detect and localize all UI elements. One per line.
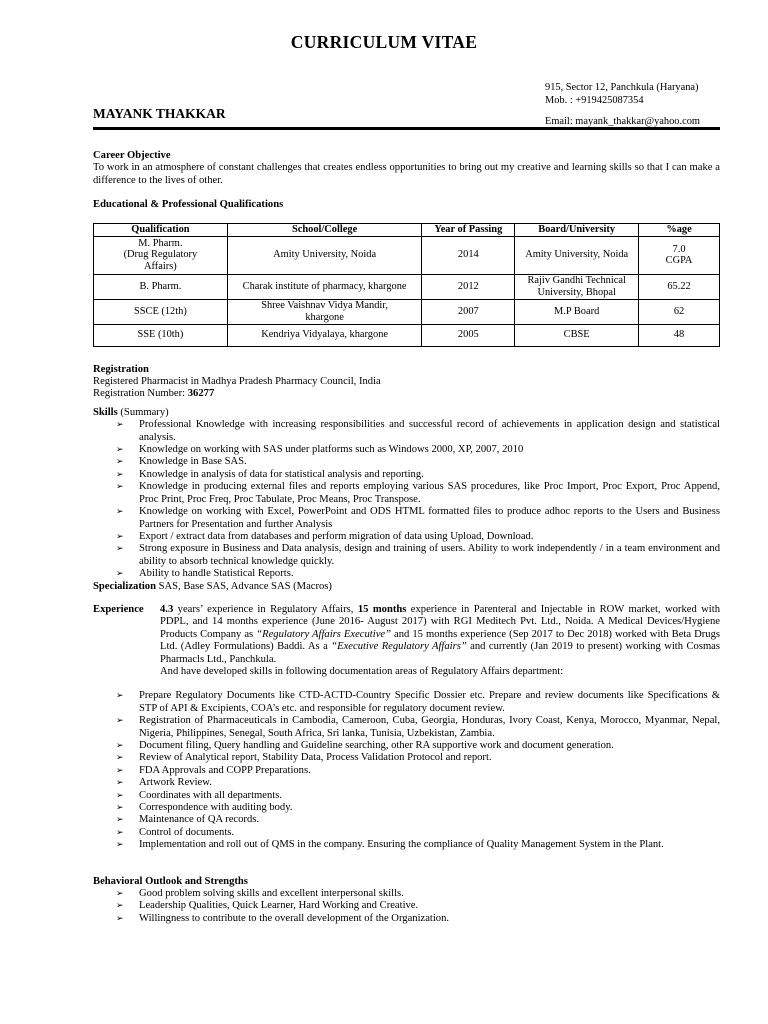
arrow-bullet-icon: ➢ xyxy=(116,790,124,801)
registration-text: Registered Pharmacist in Madhya Pradesh Pharmacy Council, India xyxy=(93,376,381,388)
mobile: Mob. : +919425087354 xyxy=(545,94,644,106)
table-cell: Amity University, Noida xyxy=(515,236,639,274)
table-cell: 2012 xyxy=(422,274,515,299)
arrow-bullet-icon: ➢ xyxy=(116,420,124,431)
strength-item-text: Willingness to contribute to the overall development of the Organization. xyxy=(139,912,450,924)
skill-item-text: Export / extract data from databases and perform migration of data using Upload, Download. xyxy=(139,530,534,542)
experience-years: 4.3 xyxy=(160,603,174,615)
experience-item xyxy=(116,752,720,764)
skill-item-text: Professional Knowledge with increasing responsibilities and successful record of achievements in application design and statistical analysis. xyxy=(139,419,720,443)
registration-number-line xyxy=(93,388,720,400)
experience-item xyxy=(116,690,720,715)
skill-item-text: Ability to handle Statistical Reports. xyxy=(139,568,294,580)
column-header: Board/University xyxy=(515,223,639,236)
registration-number: 36277 xyxy=(187,388,215,400)
experience-item xyxy=(116,814,720,826)
experience-months: 15 months xyxy=(357,603,407,615)
career-heading: Career Objective xyxy=(93,150,171,161)
experience-item-text: FDA Approvals and COPP Preparations. xyxy=(139,764,311,776)
skill-item-text: Knowledge in producing external files and reports employing various SAS procedures, like Proc Import, Proc Export, Proc Append, Proc Print, Proc Freq, Proc Tabulate, Proc Means, Proc Transpose. xyxy=(139,481,720,505)
table-cell: 48 xyxy=(639,324,720,346)
table-row xyxy=(94,299,720,324)
strength-item-text: Good problem solving skills and excellent interpersonal skills. xyxy=(139,888,404,900)
strength-item-text: Leadership Qualities, Quick Learner, Hard Working and Creative. xyxy=(139,900,419,912)
skill-item xyxy=(116,506,720,531)
arrow-bullet-icon: ➢ xyxy=(116,827,124,838)
table-header-row xyxy=(94,223,720,236)
skill-item xyxy=(116,543,720,568)
experience-item xyxy=(116,802,720,814)
arrow-bullet-icon: ➢ xyxy=(116,507,124,518)
experience-item-text: Prepare Regulatory Documents like CTD-ACTD-Country Specific Dossier etc. Prepare and review documents like Specifications & STP of API & Excipients, COA’s etc. and responsible for regulatory document review. xyxy=(139,690,720,714)
table-cell: 2007 xyxy=(422,299,515,324)
strength-item xyxy=(116,888,720,900)
table-cell: 65.22 xyxy=(639,274,720,299)
experience-item-text: Review of Analytical report, Stability Data, Process Validation Protocol and report. xyxy=(139,752,492,764)
education-heading: Educational & Professional Qualifications xyxy=(93,199,284,211)
candidate-name: MAYANK THAKKAR xyxy=(93,106,226,121)
table-cell: Kendriya Vidyalaya, khargone xyxy=(227,324,422,346)
arrow-bullet-icon: ➢ xyxy=(116,691,124,702)
experience-item-text: Document filing, Query handling and Guideline searching, other RA supportive work and document generation. xyxy=(139,740,614,751)
experience-item xyxy=(116,765,720,777)
table-cell: Shree Vaishnav Vidya Mandir, khargone xyxy=(227,299,422,324)
table-cell: 2014 xyxy=(422,236,515,274)
experience-summary xyxy=(160,604,720,678)
header-divider xyxy=(93,127,720,130)
arrow-bullet-icon: ➢ xyxy=(116,741,124,751)
arrow-bullet-icon: ➢ xyxy=(116,469,124,480)
skills-heading: Skills xyxy=(93,406,118,418)
table-cell: Charak institute of pharmacy, khargone xyxy=(227,274,422,299)
skill-item xyxy=(116,531,720,543)
education-table xyxy=(93,223,720,347)
arrow-bullet-icon: ➢ xyxy=(116,753,124,764)
arrow-bullet-icon: ➢ xyxy=(116,840,124,851)
experience-label: Experience xyxy=(93,603,144,615)
arrow-bullet-icon: ➢ xyxy=(116,457,124,468)
career-text: To work in an atmosphere of constant challenges that creates endless opportunities to bring out my creative and learning skills so that I can make a difference to the lives of other. xyxy=(93,162,720,186)
arrow-bullet-icon: ➢ xyxy=(116,569,124,580)
table-cell: B. Pharm. xyxy=(94,274,228,299)
table-cell: M. Pharm. (Drug Regulatory Affairs) xyxy=(94,236,228,274)
table-row xyxy=(94,324,720,346)
address: 915, Sector 12, Panchkula (Haryana) xyxy=(545,82,699,93)
column-header: Qualification xyxy=(94,223,228,236)
behavioral-list xyxy=(93,888,720,925)
email: Email: mayank_thakkar@yahoo.com xyxy=(545,116,700,128)
table-cell: 2005 xyxy=(422,324,515,346)
skill-item xyxy=(116,469,720,481)
experience-item-text: Registration of Pharmaceuticals in Cambodia, Cameroon, Cuba, Georgia, Honduras, Ivory Coast, Kenya, Morocco, Myanmar, Nepal, Nigeria, Philippines, Senegal, South Africa, Sri lanka, Tunisia, Uzbekistan, Zambia. xyxy=(139,715,720,739)
experience-role: “Regulatory Affairs Executive” xyxy=(256,628,391,640)
skill-item-text: Knowledge on working with SAS under platforms such as Windows 2000, XP, 2007, 2010 xyxy=(139,444,524,456)
arrow-bullet-icon: ➢ xyxy=(116,803,124,814)
registration-number-label: Registration Number: xyxy=(93,388,188,400)
experience-text: and currently (Jan 2019 to present) working with Cosmas Pharmacls Ltd., Panchkula. xyxy=(160,641,721,665)
document-title: CURRICULUM VITAE xyxy=(290,32,478,52)
table-cell: SSCE (12th) xyxy=(94,299,228,324)
experience-list xyxy=(93,690,720,851)
skill-item xyxy=(116,444,720,456)
experience-text: years’ experience in Regulatory Affairs, xyxy=(173,603,358,615)
table-cell: Amity University, Noida xyxy=(227,236,422,274)
arrow-bullet-icon: ➢ xyxy=(116,531,124,542)
experience-item-text: Artwork Review. xyxy=(139,777,212,789)
experience-section xyxy=(93,604,720,678)
experience-role: “Executive Regulatory Affairs” xyxy=(331,641,467,653)
specialization-line xyxy=(93,581,720,593)
experience-item xyxy=(116,740,720,752)
table-cell: Rajiv Gandhi Technical University, Bhopal xyxy=(515,274,639,299)
table-row xyxy=(94,236,720,274)
table-cell: 62 xyxy=(639,299,720,324)
experience-areas-intro: And have developed skills in following documentation areas of Regulatory Affairs department: xyxy=(160,665,564,677)
experience-item-text: Control of documents. xyxy=(139,826,235,838)
arrow-bullet-icon: ➢ xyxy=(116,445,124,456)
column-header: %age xyxy=(639,223,720,236)
skill-item-text: Knowledge in Base SAS. xyxy=(139,456,247,468)
table-cell: SSE (10th) xyxy=(94,324,228,346)
column-header: School/College xyxy=(227,223,422,236)
experience-item-text: Correspondence with auditing body. xyxy=(139,802,293,814)
arrow-bullet-icon: ➢ xyxy=(116,716,124,727)
skill-item xyxy=(116,568,720,580)
arrow-bullet-icon: ➢ xyxy=(116,482,124,493)
contact-block xyxy=(545,82,745,129)
experience-item-text: Maintenance of QA records. xyxy=(139,814,260,826)
arrow-bullet-icon: ➢ xyxy=(116,889,124,900)
arrow-bullet-icon: ➢ xyxy=(116,544,124,555)
table-row xyxy=(94,274,720,299)
experience-item xyxy=(116,827,720,839)
experience-item-text: Coordinates with all departments. xyxy=(139,789,282,801)
arrow-bullet-icon: ➢ xyxy=(116,913,124,924)
table-cell: CBSE xyxy=(515,324,639,346)
arrow-bullet-icon: ➢ xyxy=(116,778,124,789)
column-header: Year of Passing xyxy=(422,223,515,236)
skill-item-text: Knowledge in analysis of data for statistical analysis and reporting. xyxy=(139,468,424,480)
skill-item-text: Strong exposure in Business and Data analysis, design and training of users. Ability to work independently / in a team environment and ability to absorb technical knowledge quickly. xyxy=(139,543,720,567)
experience-item xyxy=(116,839,720,851)
skill-item xyxy=(116,456,720,468)
specialization-label: Specialization xyxy=(93,580,156,592)
arrow-bullet-icon: ➢ xyxy=(116,901,124,912)
skills-heading-line xyxy=(93,407,720,419)
experience-text: experience in Parenteral and Injectable in ROW market, worked with PDPL, and 14 months experience (June 2016- August 2017) with RGI Meditech Pvt. Ltd., Noida. A Medical Devices/Hygiene Products Company as xyxy=(160,603,720,640)
skills-list xyxy=(93,419,720,580)
registration-heading: Registration xyxy=(93,363,149,375)
specialization-value: SAS, Base SAS, Advance SAS (Macros) xyxy=(155,580,332,592)
skills-subheading: (Summary) xyxy=(117,406,169,418)
strength-item xyxy=(116,913,720,925)
experience-item xyxy=(116,777,720,789)
table-cell: M.P Board xyxy=(515,299,639,324)
behavioral-heading: Behavioral Outlook and Strengths xyxy=(93,875,248,887)
strength-item xyxy=(116,900,720,912)
experience-item xyxy=(116,715,720,740)
table-cell: 7.0 CGPA xyxy=(639,236,720,274)
experience-item-text: Implementation and roll out of QMS in the company. Ensuring the compliance of Quality Management System in the Plant. xyxy=(139,839,664,851)
arrow-bullet-icon: ➢ xyxy=(116,815,124,826)
skill-item xyxy=(116,481,720,506)
resume-body xyxy=(93,150,720,925)
skill-item-text: Knowledge on working with Excel, PowerPoint and ODS HTML formatted files to produce adhoc reports to the Users and Business Partners for Presentation and further Analysis xyxy=(139,506,720,530)
experience-item xyxy=(116,790,720,802)
skill-item xyxy=(116,419,720,444)
arrow-bullet-icon: ➢ xyxy=(116,765,124,776)
experience-text: and 15 months experience (Sep 2017 to Dec 2018) worked with Beta Drugs Ltd. (Adley Formulations) Baddi. As a xyxy=(160,628,721,653)
